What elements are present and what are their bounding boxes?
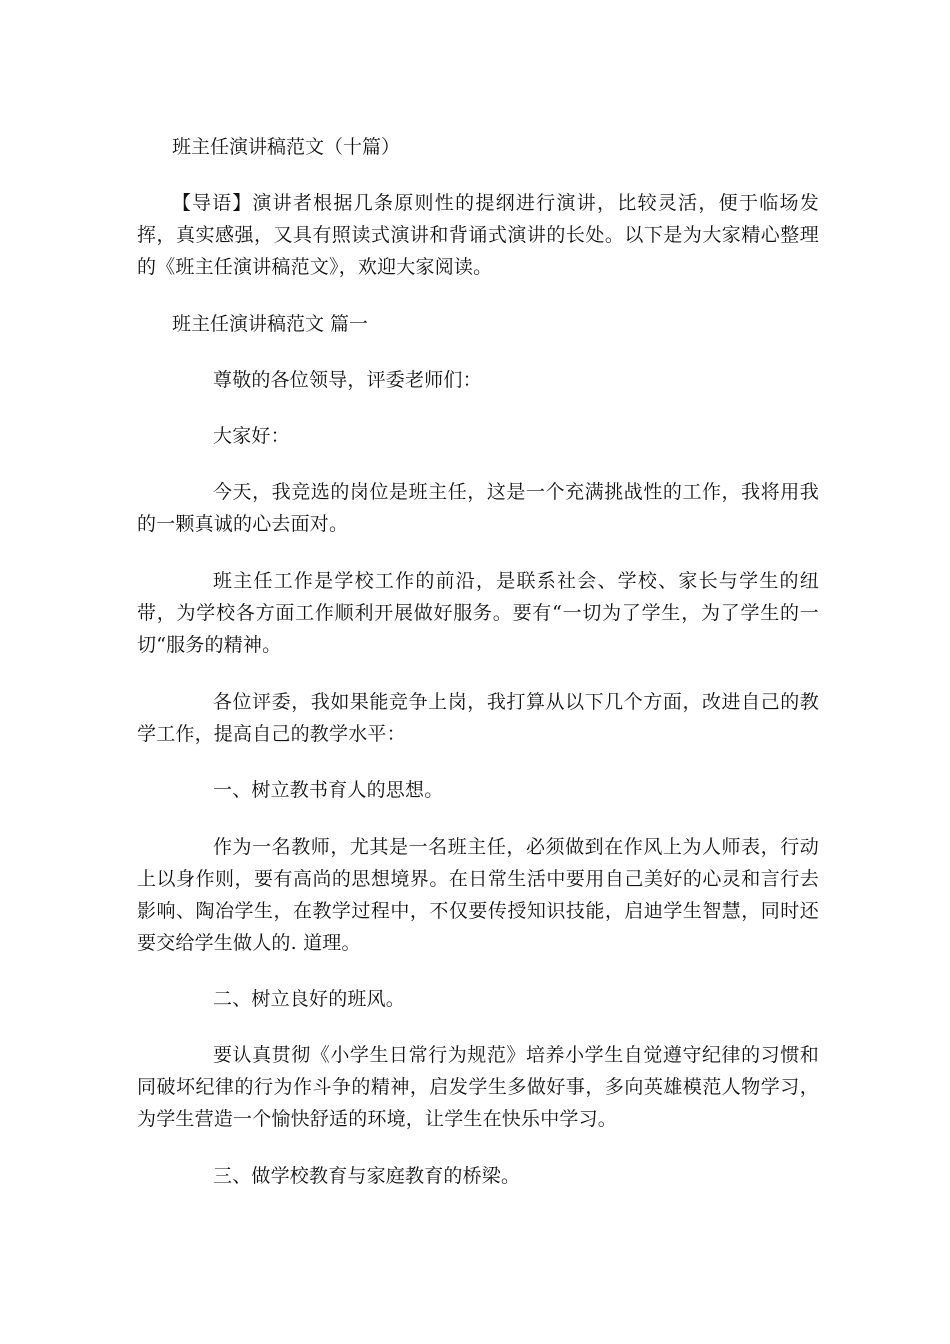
paragraph-greeting: 大家好： [213,425,290,447]
heading-point-one: 一、树立教书育人的思想。 [213,779,444,801]
paragraph-position: 今天，我竞选的岗位是班主任，这是一个充满挑战性的工作，我将用我的一颗真诚的心去面对。 [137,481,819,535]
paragraph-point-one: 作为一名教师，尤其是一名班主任，必须做到在作风上为人师表，行动上以身作则，要有高尚的思想境界。在日常生活中要用自己美好的心灵和言行去影响、陶冶学生，在教学过程中，不仅要传授知识技能，启迪学生智慧，同时还要交给学生做人的. 道理。 [137,836,819,954]
document-title: 班主任演讲稿范文（十篇） [172,136,401,158]
section-heading: 班主任演讲稿范文 篇一 [172,313,369,335]
intro-paragraph [137,187,819,283]
paragraph-plan: 各位评委，我如果能竞争上岗，我打算从以下几个方面，改进自己的教学工作，提高自己的教学水平： [137,691,819,745]
paragraph-role: 班主任工作是学校工作的前沿，是联系社会、学校、家长与学生的纽带，为学校各方面工作顺利开展做好服务。要有“一切为了学生，为了学生的一切“服务的精神。 [137,570,819,656]
heading-point-two: 二、树立良好的班风。 [213,988,406,1010]
intro-label: 【导语】 [172,192,253,214]
heading-point-three: 三、做学校教育与家庭教育的桥梁。 [213,1165,521,1187]
intro-text: 演讲者根据几条原则性的提纲进行演讲，比较灵活，便于临场发挥，真实感强，又具有照读式演讲和背诵式演讲的长处。以下是为大家精心整理的《班主任演讲稿范文》，欢迎大家阅读。 [137,192,819,278]
paragraph-point-two: 要认真贯彻《小学生日常行为规范》培养小学生自觉遵守纪律的习惯和同破坏纪律的行为作斗争的精神，启发学生多做好事，多向英雄模范人物学习，为学生营造一个愉快舒适的环境，让学生在快乐中学习。 [137,1044,819,1130]
paragraph-salutation: 尊敬的各位领导，评委老师们： [213,369,482,391]
